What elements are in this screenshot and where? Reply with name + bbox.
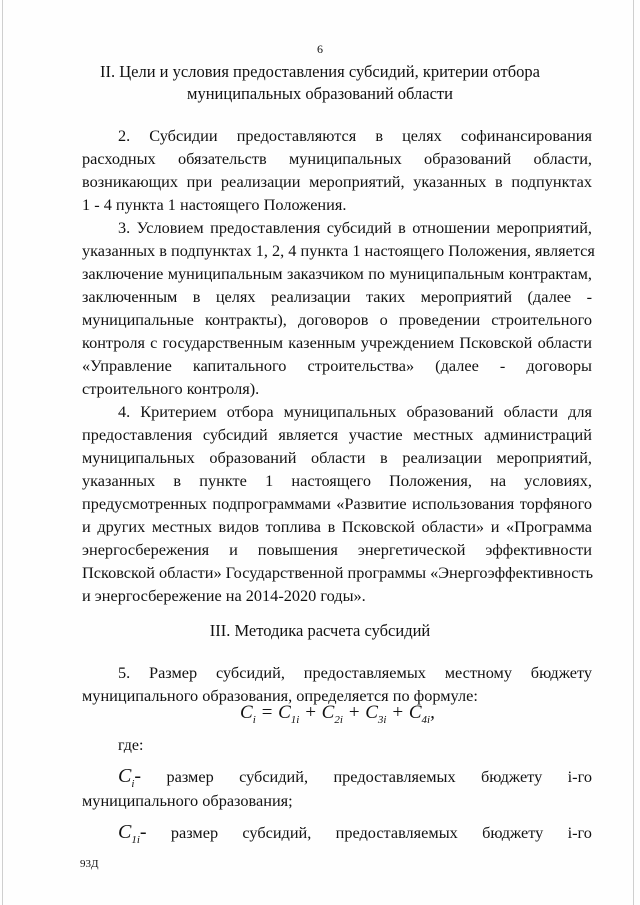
formula: $C_i = C_{1i} + C_{2i} + C_{3i} + C_{4i}$, bbox=[240, 702, 435, 726]
paragraph-2 bbox=[82, 124, 592, 216]
definition-word: i-го bbox=[567, 767, 592, 786]
text-line: указанных в пункте 1 настоящего Положения, на условиях, bbox=[82, 471, 592, 490]
paragraph-3 bbox=[82, 216, 595, 400]
text-line: 5. Размер субсидий, предоставляемых местному бюджету bbox=[118, 663, 592, 682]
text-line: 3. Условием предоставления субсидий в отношении мероприятий, bbox=[118, 218, 592, 237]
text-line: предусмотренных подпрограммами «Развитие использования торфяного bbox=[82, 494, 592, 513]
formula-term: $C_{3i}$ bbox=[365, 702, 387, 726]
definition-word: субсидий, bbox=[239, 767, 309, 786]
scan-edge-left bbox=[2, 0, 3, 905]
definition-row bbox=[82, 821, 592, 846]
text-line: заключенным в целях реализации таких мероприятий (далее - bbox=[82, 287, 592, 306]
footer-code: 93Д bbox=[80, 858, 99, 870]
formula-terms: $C_{1i} + C_{2i} + C_{3i} + C_{4i}$ bbox=[278, 702, 431, 726]
paragraph-4 bbox=[82, 400, 592, 607]
definition-word: размер bbox=[170, 823, 219, 842]
definition-continuation: муниципального образования; bbox=[82, 791, 293, 810]
scan-edge-right bbox=[633, 0, 634, 905]
text-line: строительного контроля). bbox=[82, 379, 260, 398]
text-line: муниципальные контракты), договоров о проведении строительного bbox=[82, 310, 592, 329]
text-line: 4. Критерием отбора муниципальных образований области для bbox=[118, 402, 592, 421]
text-line: предоставления субсидий является участие местных администраций bbox=[82, 425, 592, 444]
definition-row bbox=[82, 765, 592, 790]
text-line: и других местных видов топлива в Псковской области» и «Программа bbox=[82, 517, 592, 536]
where-label: где: bbox=[118, 737, 144, 754]
definition-symbol: $C_{1i}-$ bbox=[118, 821, 147, 846]
formula-term: $C_{4i}$ bbox=[408, 702, 431, 726]
section-2-heading-line-1: II. Цели и условия предоставления субсидий, критерии отбора bbox=[100, 62, 540, 81]
formula-lhs: $C_i$ bbox=[240, 702, 256, 726]
text-line: возникающих при реализации мероприятий, указанных в подпунктах bbox=[82, 172, 592, 191]
text-line: 2. Субсидии предоставляются в целях софинансирования bbox=[118, 126, 592, 145]
text-line: Псковской области» Государственной программы «Энергоэффективность bbox=[82, 563, 594, 582]
definition-word: предоставляемых bbox=[335, 823, 458, 842]
text-line: заключение муниципальным заказчиком по муниципальным контрактам, bbox=[82, 264, 592, 283]
page-number: 6 bbox=[317, 42, 323, 56]
definition-word: бюджету bbox=[482, 823, 544, 842]
text-line: муниципальных образований области в реализации мероприятий, bbox=[82, 448, 592, 467]
section-3-heading: III. Методика расчета субсидий bbox=[209, 621, 431, 640]
text-line: указанных в подпунктах 1, 2, 4 пункта 1 настоящего Положения, является bbox=[82, 241, 595, 260]
definition-word: размер bbox=[166, 767, 214, 786]
section-2-heading-line-2: муниципальных образований области bbox=[187, 84, 453, 103]
paragraph-5 bbox=[82, 661, 592, 707]
formula-term: $C_{2i}$ bbox=[321, 702, 343, 726]
text-line: «Управление капитального строительства» (далее - договоры bbox=[82, 356, 592, 375]
text-line: муниципального образования, определяется по формуле: bbox=[82, 686, 478, 705]
definition-word: предоставляемых bbox=[333, 767, 456, 786]
definition-word: i-го bbox=[567, 823, 592, 842]
text-line: 1 - 4 пункта 1 настоящего Положения. bbox=[82, 195, 347, 214]
definition-word: бюджету bbox=[481, 767, 543, 786]
formula-term: $C_{1i}$ bbox=[278, 702, 300, 726]
definition-word: субсидий, bbox=[242, 823, 312, 842]
text-line: расходных обязательств муниципальных образований области, bbox=[82, 149, 592, 168]
text-line: контроля с государственным казенным учреждением Псковской области bbox=[82, 333, 592, 352]
text-line: энергосбережения и повышения энергетической эффективности bbox=[82, 540, 592, 559]
text-line: и энергосбережение на 2014-2020 годы». bbox=[82, 586, 366, 605]
definition-symbol: $C_i-$ bbox=[118, 765, 142, 790]
